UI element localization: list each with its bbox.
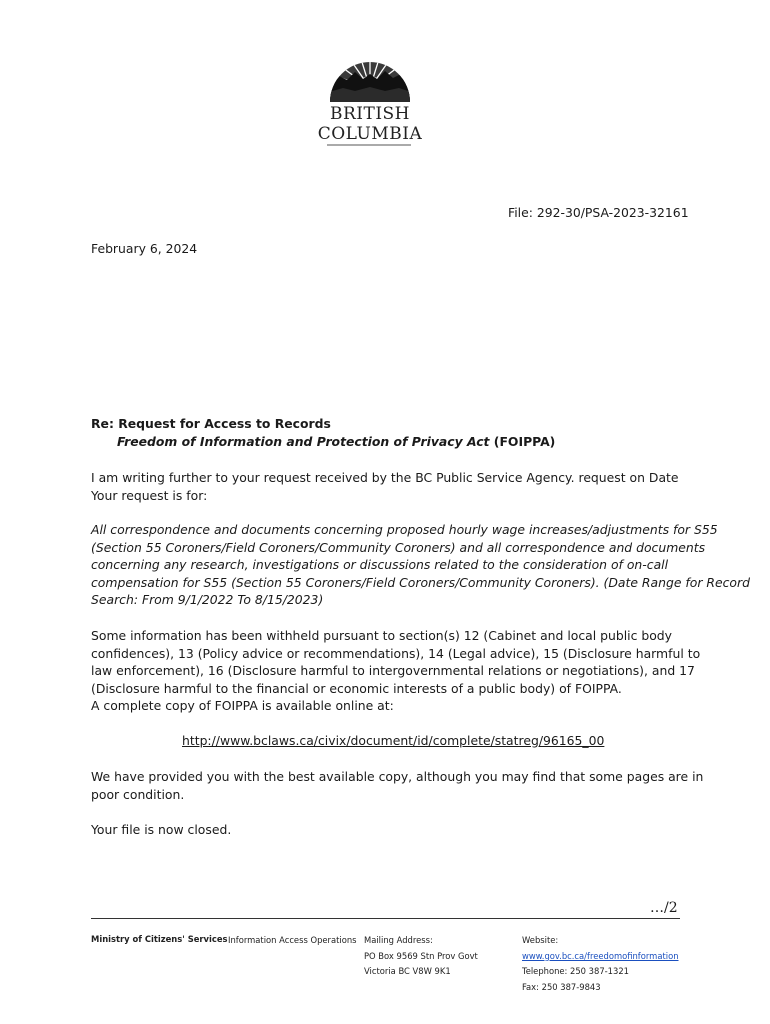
page-number: …/2	[650, 900, 678, 916]
telephone: Telephone: 250 387-1321	[522, 966, 629, 976]
text-line: (Disclosure harmful to the financial or economic interests of a public body) of FOIPPA.	[91, 680, 622, 696]
bc-logo	[315, 44, 425, 148]
text-line: concerning any research, investigations or discussions related to the consideration of on-call	[91, 557, 669, 573]
text-line: (Section 55 Coroners/Field Coroners/Community Coroners) and all correspondence and documents	[91, 539, 706, 555]
footer-office: Information Access Operations	[228, 935, 357, 945]
request-text	[91, 521, 750, 609]
mailing-line-1: PO Box 9569 Stn Prov Govt	[364, 950, 478, 961]
text-line: Some information has been withheld pursuant to section(s) 12 (Cabinet and local public body	[91, 628, 672, 643]
withheld-paragraph	[91, 627, 701, 715]
footer-mailing-address	[364, 933, 478, 980]
text-line: Your request is for:	[91, 487, 208, 503]
text-line: I am writing further to your request received by the BC Public Service Agency. request on Date	[91, 470, 679, 485]
subject-act	[117, 433, 555, 451]
subject-line: Re: Request for Access to Records	[91, 416, 331, 431]
text-line: We have provided you with the best available copy, although you may find that some pages are in	[91, 769, 704, 784]
mailing-label: Mailing Address:	[364, 935, 433, 945]
footer-divider	[91, 918, 680, 919]
text-line: poor condition.	[91, 786, 185, 802]
logo-text-columbia: COLUMBIA	[317, 124, 423, 144]
text-line: confidences), 13 (Policy advice or recommendations), 14 (Legal advice), 15 (Disclosure harmful to	[91, 645, 701, 661]
logo-underline	[327, 144, 411, 146]
footer-ministry: Ministry of Citizens' Services	[91, 934, 228, 944]
foippa-link[interactable]: http://www.bclaws.ca/civix/document/id/complete/statreg/96165_00	[182, 733, 605, 748]
website-label: Website:	[522, 935, 559, 945]
website-link[interactable]: www.gov.bc.ca/freedomofinformation	[522, 950, 679, 961]
text-line: law enforcement), 16 (Disclosure harmful to intergovernmental relations or negotiations), and 17	[91, 663, 695, 679]
fax: Fax: 250 387-9843	[522, 981, 601, 992]
text-line: All correspondence and documents concerning proposed hourly wage increases/adjustments for S55	[91, 522, 718, 537]
intro-paragraph	[91, 469, 691, 504]
text-line: Search: From 9/1/2022 To 8/15/2023)	[91, 592, 324, 608]
letter-date: February 6, 2024	[91, 241, 198, 256]
closing-paragraph: Your file is now closed.	[91, 822, 232, 837]
logo-text-british: BRITISH	[329, 104, 411, 124]
mailing-line-2: Victoria BC V8W 9K1	[364, 966, 451, 976]
text-line: A complete copy of FOIPPA is available online at:	[91, 698, 394, 714]
act-title: Freedom of Information and Protection of Privacy Act	[117, 434, 490, 449]
file-reference: File: 292-30/PSA-2023-32161	[508, 205, 689, 220]
copy-quality-paragraph	[91, 768, 704, 803]
bc-sun-mountains-icon	[329, 44, 411, 104]
act-abbreviation: (FOIPPA)	[489, 434, 556, 449]
text-line: compensation for S55 (Section 55 Coroners/Field Coroners/Community Coroners). (Date Range for Record	[91, 574, 750, 590]
footer-contact	[522, 933, 679, 995]
